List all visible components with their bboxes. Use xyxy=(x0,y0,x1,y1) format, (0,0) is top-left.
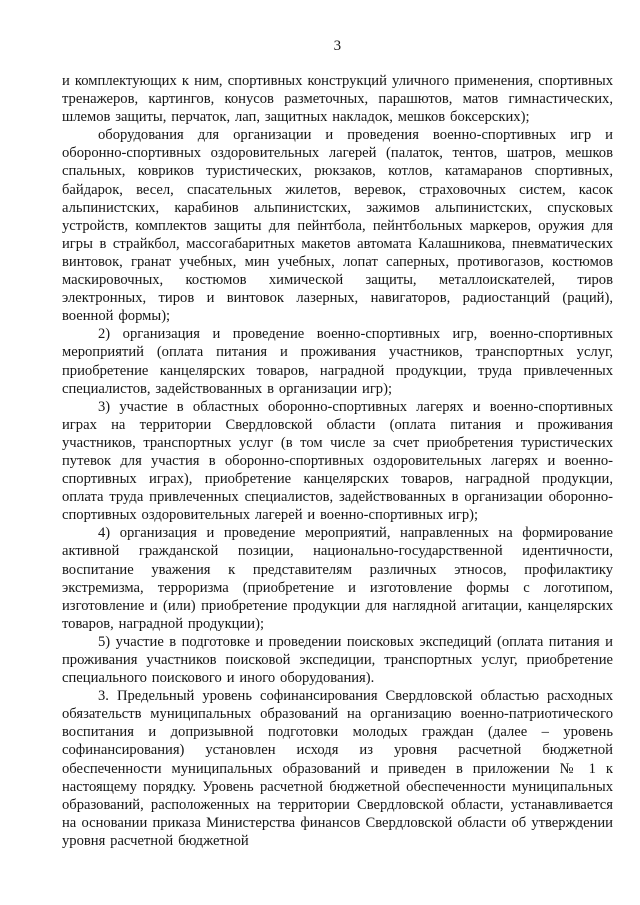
page-number: 3 xyxy=(333,38,342,54)
paragraph-item-2: 2) организация и проведение военно-спортивных игр, военно-спортивных мероприятий (оплата питания и проживания участников, транспортных услуг, приобретение канцелярских товаров, наградной продукции, труда привлеченных специалистов, задействованных в организации игр); xyxy=(62,326,613,397)
paragraph-item-5: 5) участие в подготовке и проведении поисковых экспедиций (оплата питания и проживания участников поисковой экспедиции, транспортных услуг, приобретение специального поискового и иного оборудования). xyxy=(62,633,613,687)
paragraph-list-continuation: и комплектующих к ним, спортивных конструкций уличного применения, спортивных тренажеров, картингов, конусов разметочных, парашютов, матов гимнастических, шлемов защиты, перчаток, лап, защитных накладок, мешков боксерских); xyxy=(62,73,613,126)
paragraph-equipment-list: оборудования для организации и проведения военно-спортивных игр и оборонно-спортивных оздоровительных лагерей (палаток, тентов, шатров, мешков спальных, ковриков туристических, рюкзаков, котлов, катамаранов спортивных, байдарок, весел, спасательных жилетов, веревок, страховочных систем, касок альпинистских, карабинов альпинистских, зажимов альпинистских, спусковых устройств, комплектов защиты для пейнтбола, пейнтбольных маркеров, оружия для игры в страйкбол, массогабаритных макетов автомата Калашникова, пневматических винтовок, гранат учебных, мин учебных, лопат саперных, противогазов, костюмов маскировочных, костюмов химической защиты, металлоискателей, тиров электронных, тиров и винтовок лазерных, навигаторов, радиостанций (раций), военной формы); xyxy=(62,127,613,325)
paragraph-item-3: 3) участие в областных оборонно-спортивных лагерях и военно-спортивных играх на территории Свердловской области (оплата питания и проживания участников, транспортных услуг (в том числе за счет приобретения туристических путевок для участия в оборонно-спортивных оздоровительных лагерях и военно-спортивных играх), приобретение канцелярских товаров, наградной продукции, оплата труда привлеченных специалистов, задействованных в организации оборонно-спортивных оздоровительных лагерей и военно-спортивных игр); xyxy=(62,398,613,524)
document-body xyxy=(62,72,613,850)
paragraph-section-3: 3. Предельный уровень софинансирования Свердловской областью расходных обязательств муниципальных образований на организацию военно-патриотического воспитания и допризывной подготовки молодых граждан (далее – уровень софинансирования) установлен исходя из уровня расчетной бюджетной обеспеченности муниципальных образований и приведен в приложении № 1 к настоящему порядку. Уровень расчетной бюджетной обеспеченности муниципальных образований, расположенных на территории Свердловской области, устанавливается на основании приказа Министерства финансов Свердловской области об утверждении уровня расчетной бюджетной xyxy=(62,688,613,849)
paragraph-item-4: 4) организация и проведение мероприятий, направленных на формирование активной гражданской позиции, национально-государственной идентичности, воспитание уважения к представителям различных этносов, профилактику экстремизма, терроризма (приобретение и изготовление формы с логотипом, изготовление и (или) приобретение продукции для наглядной агитации, канцелярских товаров, наградной продукции); xyxy=(62,525,613,632)
